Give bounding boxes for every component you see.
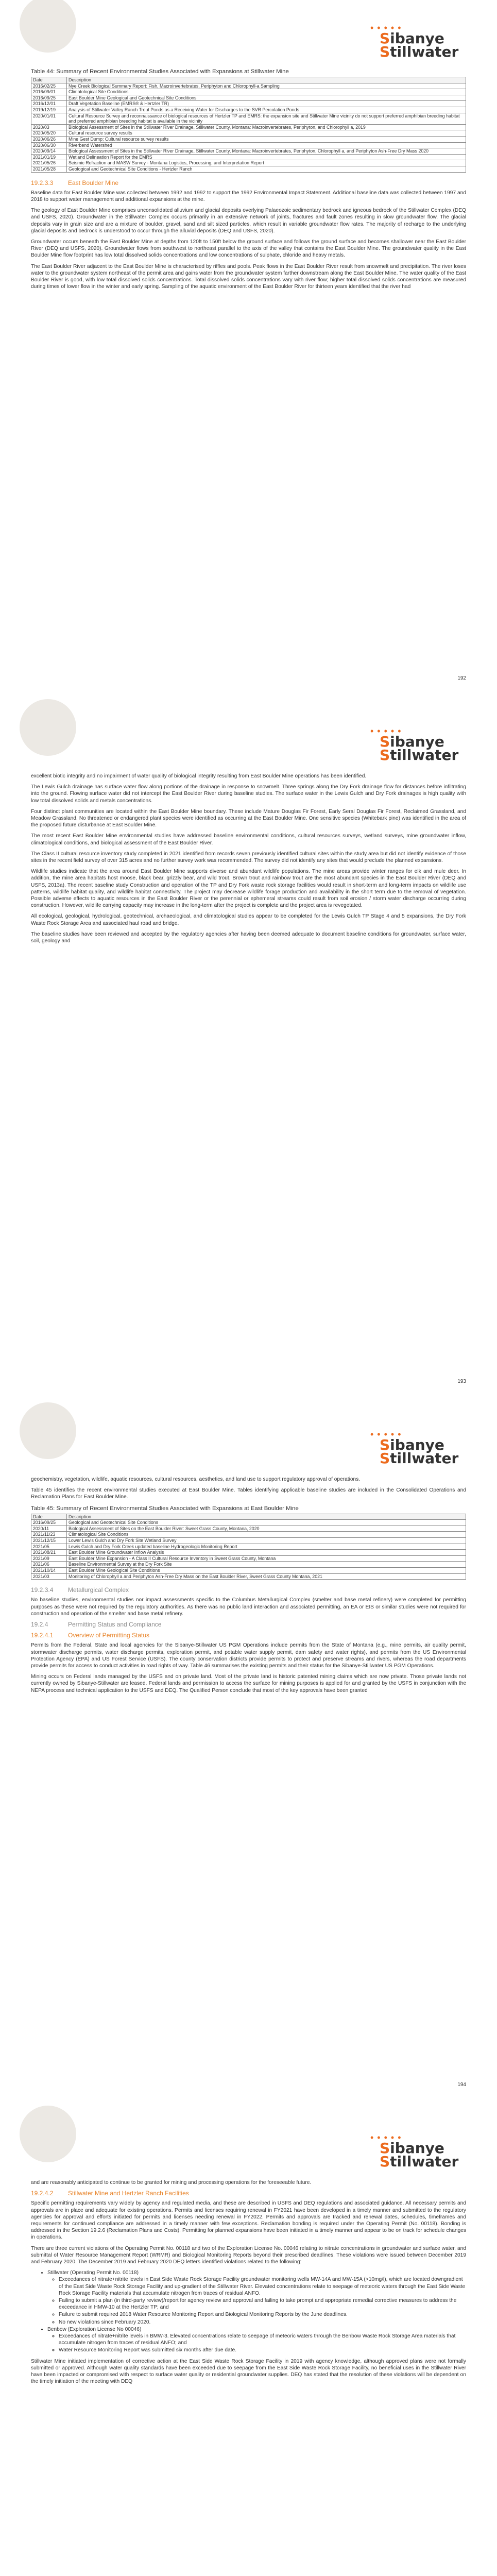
paragraph: Stillwater Mine initiated implementation of corrective action at the East Side Waste Rock Storage Facility in 2019 with agency knowledge, although approved plans were not formally submitted or approved. Although water quality standards have been exceeded due to seepage from the East Side Waste Rock Storage Facility, no beneficial uses in the Stillwater River have been impacted or compromised with respect to surface water quality or residential groundwater supplies. DEQ has stated that the resolution of these violations will be dependent on the timely initiation of the meeting with DEQ	[31, 2358, 466, 2385]
cell-date: 2016/12/01	[31, 101, 67, 107]
cell-date: 2021/11/23	[31, 1532, 67, 1538]
cell-description: Geological and Geotechnical Site Conditions	[67, 1520, 466, 1526]
paragraph: The most recent East Boulder Mine environmental studies have addressed baseline environmental conditions, cultural resources surveys, wetland surveys, mine groundwater inflow, climatological conditions, and biological assessment of the East Boulder River.	[31, 833, 466, 846]
cell-description: Riverbend Watershed	[67, 142, 466, 148]
logo-dots: • • • • •	[370, 23, 402, 33]
page-content	[31, 2179, 466, 2389]
cell-date: 2020/06/30	[31, 142, 67, 148]
company-logo: • • • • • Sibanye Stillwater	[370, 1429, 459, 1467]
table-row	[31, 101, 466, 107]
paragraph: Mining occurs on Federal lands managed by the USFS and on private land. Most of the private land is historic patented mining claims which are now private. Those private lands not currently owned by Sibanye-Stillwater are leased. Federal lands and permission to access the surface for mining purposes is applied for and granted by the USFS in conjunction with the NEPA process and technical application to the USFS and DEQ. The Qualified Person conclude that most of the key approvals have been granted	[31, 1674, 466, 1693]
col-description: Description	[67, 77, 466, 83]
cell-date: 2016/09/25	[31, 1520, 67, 1526]
cell-description: Mine Gest Dump; Cultural resource survey results	[67, 136, 466, 142]
company-logo: • • • • • Sibanye Stillwater	[370, 726, 459, 764]
subsection-heading: 19.2.4.1 Overview of Permitting Status	[31, 1632, 150, 1639]
list-item: ◦ Exceedances of nitrate+nitrite levels in East Side Waste Rock Storage Facility groundwater monitoring wells MW-14A and MW-15A (>10mg/l), which are located downgradient of the East Side Waste Rock Storage Facility and up-gradient of the Stillwater River. Elevated concentrations relate to seepage of meteoric waters through the East Side Waste Rock Storage Facility materials that accumulate nitrogen from traces of residual ANFO.	[59, 2276, 466, 2297]
table-row	[31, 1562, 466, 1568]
table-row	[31, 107, 466, 113]
paragraph: There are three current violations of the Operating Permit No. 00118 and two of the Exploration License No. 00046 relating to nitrate concentrations in groundwater and surface water, and submittal of Water Resource Management Report (WRMR) and Biological Monitoring Reports beyond their prescribed deadlines. These violations were issued between December 2019 and February 2020. The December 2019 and February 2020 DEQ letters identified violations related to the following:	[31, 2245, 466, 2265]
decorative-circle	[20, 1402, 76, 1459]
cell-date: 2020/11	[31, 1526, 67, 1532]
paragraph: and are reasonably anticipated to continue to be granted for mining and processing operations for the foreseeable future.	[31, 2180, 312, 2185]
page-content	[31, 1476, 466, 1698]
cell-date: 2021/09	[31, 1555, 67, 1562]
table-row	[31, 1573, 466, 1580]
cell-description: Analysis of Stillwater Valley Ranch Trout Ponds as a Receiving Water for Discharges to the SVR Percolation Ponds	[67, 107, 466, 113]
page-194	[0, 1406, 497, 2097]
list-item: ◦ Failure to submit required 2018 Water Resource Monitoring Report and Biological Monitoring Reports by the June deadlines.	[59, 2311, 466, 2318]
cell-description: Biological Assessment of Sites on the East Boulder River: Sweet Grass County, Montana, 2020	[67, 1526, 466, 1532]
cell-description: Nye Creek Biological Summary Report: Fish, Macroinvertebrates, Periphyton and Chlorophyll-a Sampling	[67, 83, 466, 89]
table-caption: Table 45: Summary of Recent Environmental Studies Associated with Expansions at East Boulder Mine	[31, 1505, 299, 1512]
cell-description: Lewis Gulch and Dry Fork Creek updated baseline Hydrogeologic Monitoring Report	[67, 1544, 466, 1550]
paragraph: Permits from the Federal, State and local agencies for the Sibanye-Stillwater US PGM Operations include permits from the State of Montana (e.g., mine permits, air quality permit, stormwater discharge permits, water discharge permits, exploration permit, and potable water supply permit, dam safety and water rights), and permits from the US Environmental Protection Agency (EPA) and US Forest Service (USFS). The county conservation districts provide permits to protect and preserve streams and rivers, whereas the road departments provide permits for access to conduct activities in road rights of way. Table 46 summarises the existing permits and their status for the Sibanye-Stillwater US PGM Operations.	[31, 1642, 466, 1669]
logo-line2: Stillwater	[380, 43, 459, 60]
studies-table	[31, 1514, 466, 1580]
col-description: Description	[67, 1514, 466, 1520]
cell-description: Draft Vegetation Baseline (EMRS® & Hertzler TR)	[67, 101, 466, 107]
table-row	[31, 148, 466, 155]
table-row	[31, 1526, 466, 1532]
studies-table	[31, 77, 466, 173]
cell-date: 2020/06/26	[31, 136, 67, 142]
table-row	[31, 130, 466, 137]
paragraph: Four distinct plant communities are located within the East Boulder Mine boundary. These include Mature Douglas Fir Forest, Early Seral Douglas Fir Forest, Reclaimed Grassland, and Meadow Grassland. No threatened or endangered plant species were identified as occurring at the East Boulder Mine. One sensitive species (Whitebark pine) was identified in the area of the proposed future disturbance at East Boulder Mine.	[31, 808, 466, 828]
page-number: 193	[457, 1379, 466, 1384]
table-row	[31, 166, 466, 172]
table-caption: Table 44: Summary of Recent Environmental Studies Associated with Expansions at Stillwater Mine	[31, 69, 289, 75]
table-row	[31, 1544, 466, 1550]
paragraph: excellent biotic integrity and no impairment of water quality of biological integrity resulting from East Boulder Mine operations has been identified.	[31, 773, 367, 779]
page-195	[0, 2110, 497, 2576]
paragraph: The Lewis Gulch drainage has surface water flow along portions of the drainage in response to snowmelt. Three springs along the Dry Fork drainage flow for distances before infiltrating into the ground. Flowing surface water did not intercept the East Boulder River during baseline studies. The surface water in the Lewis Gulch and Dry Fork drainages is high quality with low total dissolved solids and metals concentrations.	[31, 784, 466, 804]
cell-description: Cultural resource survey results	[67, 130, 466, 137]
company-logo: • • • • • Sibanye Stillwater	[370, 2132, 459, 2170]
cell-description: Geological and Geotechnical Site Conditions - Hertzler Ranch	[67, 166, 466, 172]
company-logo	[370, 23, 463, 64]
section-heading: 19.2.3.3 East Boulder Mine	[31, 179, 119, 187]
cell-description: East Boulder Mine Geological and Geotechnical Site Conditions	[67, 95, 466, 101]
cell-date: 2021/05/26	[31, 160, 67, 166]
list-item: • Benbow (Exploration License No 00046) ◦ Exceedances of nitrate+nitrite levels in BMW-3. Elevated concentrations relate to seepage of meteoric waters through the Benbow Waste Rock Storage Area materials that accumulate nitrogen from traces of residual ANFO; and ◦ Water Resource Monitoring Report was submitted six months after due date.	[47, 2326, 466, 2354]
subsection-heading: 19.2.4.2 Stillwater Mine and Hertzler Ranch Facilities	[31, 2190, 189, 2197]
table-row	[31, 1532, 466, 1538]
page-content	[31, 773, 466, 948]
cell-date: 2021/03	[31, 1573, 67, 1580]
paragraph: Baseline data for East Boulder Mine was collected between 1992 and 1992 to support the 1992 Environmental Impact Statement. Additional baseline data was collected between 1997 and 2018 to support water management and additional expansions at the mine.	[31, 190, 466, 202]
table-row	[31, 1567, 466, 1573]
table-row	[31, 1537, 466, 1544]
paragraph: The geology of East Boulder Mine comprises unconsolidated alluvium and glacial deposits overlying Palaeozoic sedimentary bedrock and igneous bedrock of the Stillwater Complex (DEQ and USFS, 2020). Groundwater in the Stillwater Complex occurs primarily in an extensive network of joints, fractures and fault zones resulting in slow groundwater flow. The glacial deposits vary in grain size and are a mixture of boulder, gravel, sand and silt sized particles, which result in variable groundwater flow rates. The majority of recharge to the underlying glacial deposits and bedrock is understood to occur through the alluvial deposits (DEQ and USFS, 2020).	[31, 208, 466, 234]
cell-date: 2016/09/01	[31, 89, 67, 95]
decorative-circle	[20, 0, 76, 53]
list-item: ◦ Water Resource Monitoring Report was submitted six months after due date.	[59, 2347, 466, 2353]
table-row	[31, 142, 466, 148]
cell-description: Biological Assessment of Sites in the Stillwater River Drainage, Stillwater County, Montana: Macroinvertebrates, Periphyton, Chlorophyll a, and Periphyton Ash-Free Dry Mass 2020	[67, 148, 466, 155]
cell-date: 2016/09/25	[31, 95, 67, 101]
paragraph: Groundwater occurs beneath the East Boulder Mine at depths from 120ft to 150ft below the ground surface and follows the ground surface and becomes shallower near the East Boulder River (DEQ and USFS, 2020). Groundwater flows from southwest to northeast parallel to the axis of the valley that contains the East Boulder Mine. The groundwater quality in the East Boulder Mine flow footprint has low total dissolved solids concentrations and low concentrations of sulphate, chloride and heavy metals.	[31, 239, 466, 259]
sub-list	[47, 2276, 466, 2325]
section-heading: 19.2.4 Permitting Status and Compliance	[31, 1620, 162, 1628]
cell-description: Biological Assessment of Sites in the Stillwater River Drainage, Stillwater County, Montana: Macroinvertebrates, Periphyton, and Chlorophyll a, 2019	[67, 124, 466, 130]
page-193	[0, 703, 497, 1394]
page-content	[31, 68, 466, 294]
cell-description: East Boulder Mine Expansion - A Class II Cultural Resource Inventory in Sweet Grass County, Montana	[67, 1555, 466, 1562]
table-row	[31, 1520, 466, 1526]
table-row	[31, 124, 466, 130]
cell-date: 2021/05/28	[31, 166, 67, 172]
table-row	[31, 160, 466, 166]
violations-list	[31, 2269, 466, 2353]
col-date: Date	[31, 1514, 67, 1520]
table-row	[31, 113, 466, 124]
cell-date: 2021/01/19	[31, 154, 67, 160]
cell-date: 2021/10/14	[31, 1567, 67, 1573]
cell-date: 2021/08/21	[31, 1550, 67, 1556]
cell-description: Lower Lewis Gulch and Dry Fork Site Wetland Survey	[67, 1537, 466, 1544]
page-number: 192	[457, 675, 466, 681]
table-row	[31, 136, 466, 142]
cell-date: 2021/06	[31, 1562, 67, 1568]
paragraph: The baseline studies have been reviewed and accepted by the regulatory agencies after having been deemed adequate to document baseline conditions for groundwater, surface water, soil, geology and	[31, 931, 466, 944]
decorative-circle	[20, 699, 76, 756]
list-item: ◦ Failing to submit a plan (in third-party review)/report for agency review and approval and failing to take prompt and appropriate remedial corrective measures to address the exceedance in HMW-10 at the Hertzler TP; and	[59, 2297, 466, 2311]
list-item: ◦ No new violations since February 2020.	[59, 2319, 466, 2326]
logo-line1: Sibanye	[380, 30, 444, 47]
table-row	[31, 1555, 466, 1562]
table-row	[31, 89, 466, 95]
paragraph: No baseline studies, environmental studies nor impact assessments specific to the Columbus Metallurgical Complex (smelter and base metal refinery) were completed for permitting purposes as these were not required by the regulatory authorities. As there was no public land interaction and associated permitting, an EA or EIS or similar studies were not required for construction and operation of the smelter and base metal refinery.	[31, 1597, 466, 1617]
table-row	[31, 95, 466, 101]
cell-description: Seismic Refraction and MASW Survey - Montana Logistics, Processing, and Interpretation Report	[67, 160, 466, 166]
table-row	[31, 83, 466, 89]
cell-description: Climatological Site Conditions	[67, 1532, 466, 1538]
sub-list	[47, 2333, 466, 2354]
cell-date: 2020/05/20	[31, 130, 67, 137]
col-date: Date	[31, 77, 67, 83]
cell-description: Cultural Resource Survey and reconnaissance of biological resources of Hertzler TP and EMRS: the expansion site and Stillwater Mine vicinity do not support preferred amphibian breeding habitat and preferred amphibian breeding habitat is available in the vicinity	[67, 113, 466, 124]
paragraph: The East Boulder River adjacent to the East Boulder Mine is characterised by riffles and pools. Peak flows in the East Boulder River result from snowmelt and precipitation. The river loses water to the groundwater system northeast of the permit area and gains water from the groundwater system farther downstream along the East Boulder Mine. The water quality of the East Boulder River is good, with low total dissolved solids concentrations. Total dissolved solids concentrations vary with river flow; higher total dissolved solids concentrations are measured during times of lower flow in the winter and early spring. Sampling of the aquatic environment of the East Boulder River for thirteen years identified that the river had	[31, 263, 466, 290]
cell-date: 2019/12/19	[31, 107, 67, 113]
cell-date: 2020/03	[31, 124, 67, 130]
cell-description: East Boulder Mine Groundwater Inflow Analysis	[67, 1550, 466, 1556]
cell-description: Climatological Site Conditions	[67, 89, 466, 95]
cell-description: Monitoring of Chlorophyll a and Periphyton Ash-Free Dry Mass on the East Boulder River, Sweet Grass County Montana, 2021	[67, 1573, 466, 1580]
cell-description: Baseline Environmental Survey at the Dry Fork Site	[67, 1562, 466, 1568]
paragraph: geochemistry, vegetation, wildlife, aquatic resources, cultural resources, aesthetics, and land use to support regulatory approval of operations.	[31, 1477, 361, 1482]
cell-date: 2020/09/14	[31, 148, 67, 155]
paragraph: Wildlife studies indicate that the area around East Boulder Mine supports diverse and abundant wildlife populations. The mine areas provide winter ranges for elk and mule deer. In addition, the mine area habitats host moose, black bear, grizzly bear, and wild trout. Brown trout and rainbow trout are the most abundant species in the East Boulder River (DEQ and USFS, 2013a). The recent baseline study Construction and operation of the TP and Dry Fork waste rock storage facilities would result in short-term and long-term impacts on wildlife use patterns, wildlife habitat quality, and wildlife habitat connectivity. The project may decrease wildlife forage production and availability in the short term due to the removal of vegetation. Possible adverse effects to aquatic resources in the East Boulder River or the perennial or ephemeral streams could result from soil erosion / storm water discharge occurring during construction. However, wildlife carrying capacity may increase in the long-term after the project is complete and the project area is revegetated.	[31, 869, 466, 909]
cell-description: East Boulder Mine Geological Site Conditions	[67, 1567, 466, 1573]
list-item: • Stillwater (Operating Permit No. 00118) ◦ Exceedances of nitrate+nitrite levels in East Side Waste Rock Storage Facility groundwater monitoring wells MW-14A and MW-15A (>10mg/l), which are located downgradient of the East Side Waste Rock Storage Facility and up-gradient of the Stillwater River. Elevated concentrations relate to seepage of meteoric waters through the East Side Waste Rock Storage Facility materials that accumulate nitrogen from traces of residual ANFO. ◦ Failing to submit a plan (in third-party review)/report for agency review and approval and failing to take prompt and appropriate remedial corrective measures to address the exceedance in HMW-10 at the Hertzler TP; and ◦ Failure to submit required 2018 Water Resource Monitoring Report and Biological Monitoring Reports by the June deadlines. ◦ No new violations since February 2020.	[47, 2269, 466, 2326]
page-192	[0, 0, 497, 690]
decorative-circle	[20, 2106, 76, 2162]
cell-date: 2016/02/25	[31, 83, 67, 89]
page-number: 194	[457, 2082, 466, 2088]
paragraph: The Class II cultural resource inventory study completed in 2021 identified from records seven previously identified cultural sites within the study area but did not identify evidence of those sites in the recent field survey of over 315 acres and no further survey work was recommended. The survey did not identify any sites that would preclude the planned expansions.	[31, 851, 466, 864]
paragraph: Table 45 identifies the recent environmental studies executed at East Boulder Mine. Tables identifying applicable baseline studies are included in the Consolidated Operations and Reclamation Plans for East Boulder Mine.	[31, 1487, 466, 1500]
cell-date: 2021/12/15	[31, 1537, 67, 1544]
cell-date: 2020/01/01	[31, 113, 67, 124]
section-heading: 19.2.3.4 Metallurgical Complex	[31, 1586, 129, 1594]
cell-description: Wetland Delineation Report for the EMRS	[67, 154, 466, 160]
cell-date: 2021/05	[31, 1544, 67, 1550]
list-item: ◦ Exceedances of nitrate+nitrite levels in BMW-3. Elevated concentrations relate to seepage of meteoric waters through the Benbow Waste Rock Storage Area materials that accumulate nitrogen from traces of residual ANFO; and	[59, 2333, 466, 2346]
table-row	[31, 1550, 466, 1556]
table-row	[31, 154, 466, 160]
paragraph: Specific permitting requirements vary widely by agency and regulated media, and these are described in USFS and DEQ regulations and associated guidance. All necessary permits and approvals are in place and adequate for existing operations. Permits and licenses requiring renewal in FY2021 have been developed in a timely manner and submitted to the regulatory agencies for approval and efforts initiated for permits and licenses needing renewal in FY2022. Permits and approvals are tracked and renewal dates, schedules, timeframes and requirements for continued compliance are addressed in a timely manner with few exceptions. Reclamation bonding is required under the Operating Permit (No. 00118). Bonding is addressed in the Section 19.2.6 (Reclamation Plans and Costs). Permitting for planned expansions have been initiated in a timely manner and appear to be on track for schedule changes in operations.	[31, 2200, 466, 2241]
paragraph: All ecological, geological, hydrological, geotechnical, archaeological, and climatological studies appear to be completed for the Lewis Gulch TP Stage 4 and 5 expansions, the Dry Fork Waste Rock Storage Area and associated haul road and bridge.	[31, 913, 466, 926]
